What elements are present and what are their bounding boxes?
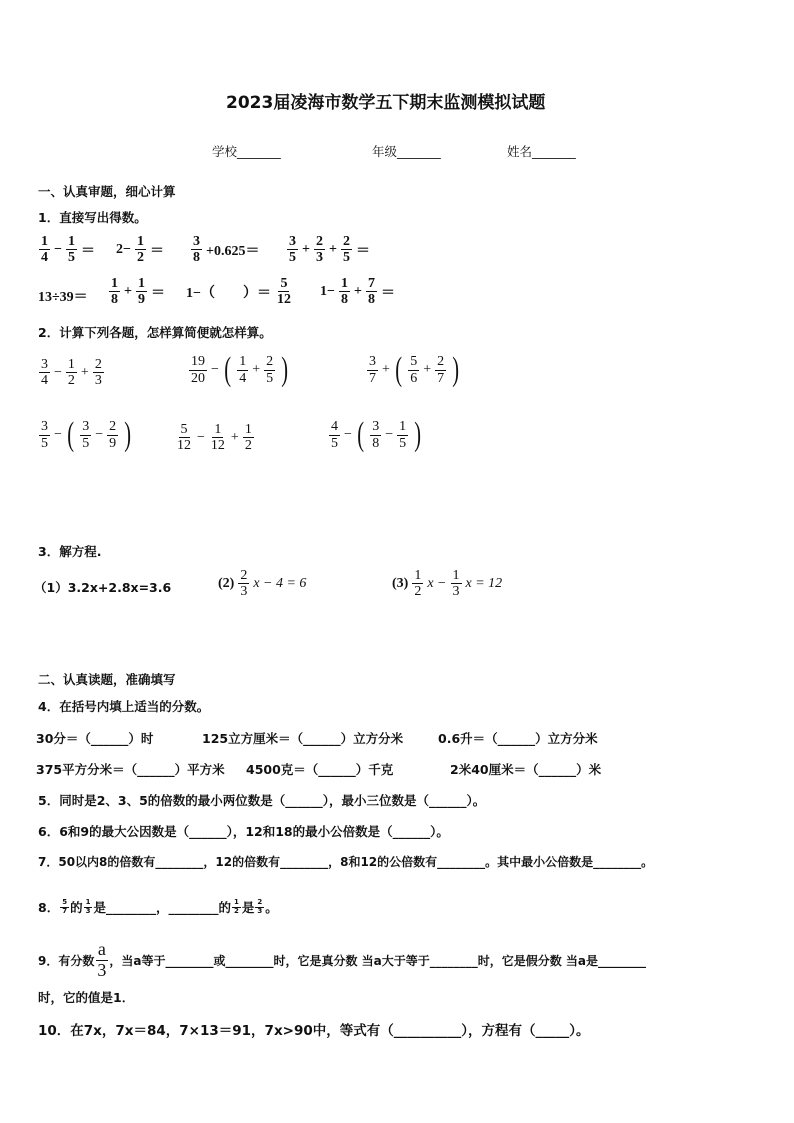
- q5: 5．同时是2、3、5的倍数的最小两位数是（______），最小三位数是（______）。: [38, 793, 486, 808]
- q1-label: 1．直接写出得数。: [38, 210, 147, 225]
- denominator: 3: [240, 584, 248, 600]
- numerator: 19: [191, 354, 205, 370]
- denominator: 8: [340, 292, 348, 308]
- q2-label: 2．计算下列各题，怎样算简便就怎样算。: [38, 325, 272, 340]
- denominator: 3: [94, 373, 102, 389]
- operator: +: [80, 364, 89, 380]
- q4-item-5: 4500克＝（______）千克: [246, 762, 394, 777]
- q2-expr-6: [328, 418, 423, 452]
- operator: −: [54, 364, 62, 380]
- q9-text: ，当a等于________或________时，它是真分数 当a大于等于________时，它是假分数 当a是________: [109, 953, 647, 968]
- denominator: 7: [62, 906, 68, 915]
- q8: [38, 898, 278, 916]
- numerator: 1: [67, 357, 75, 372]
- q8-text: 的: [70, 900, 83, 915]
- numerator: 2: [266, 354, 274, 370]
- prefix: 1−: [320, 283, 335, 299]
- denominator: 4: [41, 373, 48, 389]
- denominator: 5: [289, 250, 296, 266]
- operator: +: [124, 283, 132, 299]
- expr-text: 13÷39＝: [38, 290, 88, 305]
- denominator: 8: [111, 292, 118, 308]
- equals: ＝: [355, 243, 370, 259]
- numerator: 1: [214, 422, 222, 437]
- q3-eq-2: [218, 568, 306, 600]
- right-paren: ): [124, 416, 132, 453]
- q4-label: 4．在括号内填上适当的分数。: [38, 699, 210, 714]
- numerator: 1: [233, 897, 239, 906]
- q4-item-6: 2米40厘米＝（______）米: [450, 762, 602, 777]
- name-field: 姓名_______: [507, 144, 576, 159]
- numerator: 2: [109, 419, 117, 435]
- denominator: 2: [67, 373, 75, 389]
- numerator: 5: [62, 897, 68, 906]
- q2-expr-2: [188, 353, 290, 387]
- numerator: 3: [82, 419, 90, 435]
- denominator: 5: [41, 435, 48, 451]
- numerator: 1: [452, 568, 460, 583]
- operator: −: [344, 427, 352, 442]
- eq-mid: x −: [427, 575, 447, 591]
- denominator: 3: [97, 959, 107, 980]
- q4-item-1: 30分＝（______）时: [36, 731, 154, 746]
- q10: 10．在7x，7x＝84，7×13＝91，7x>90中，等式有（__________），方程有（_____）。: [38, 1023, 590, 1039]
- right-paren: ): [452, 351, 460, 388]
- q2-expr-3: [366, 353, 461, 387]
- denominator: 8: [372, 435, 380, 451]
- numerator: 3: [41, 357, 48, 372]
- denominator: 3: [315, 250, 323, 266]
- numerator: 2: [342, 234, 350, 249]
- prefix: 1−（ ）＝: [186, 285, 271, 301]
- denominator: 3: [452, 584, 460, 600]
- numerator: 7: [367, 276, 375, 291]
- section1-heading: 一、认真审题，细心计算: [38, 184, 176, 199]
- denominator: 5: [399, 435, 407, 451]
- numerator: 1: [239, 354, 247, 370]
- eq-rest: x − 4 = 6: [253, 575, 307, 591]
- numerator: 2: [315, 234, 323, 249]
- q1-expr-4: [286, 234, 370, 266]
- denominator: 4: [41, 250, 48, 266]
- denominator: 2: [244, 438, 252, 454]
- left-paren: (: [357, 416, 364, 453]
- equals: ＝: [150, 285, 165, 301]
- numerator: 1: [244, 422, 252, 437]
- denominator: 7: [437, 370, 445, 386]
- denominator: 9: [109, 435, 117, 451]
- denominator: 5: [67, 250, 75, 266]
- operator: −: [54, 241, 62, 257]
- q1-expr-5: [38, 286, 88, 306]
- numerator: 1: [399, 419, 407, 435]
- operator: −: [211, 362, 219, 377]
- eq-number: (2): [218, 575, 235, 591]
- q8-text: 是________，________的: [93, 900, 231, 915]
- numerator: 5: [280, 276, 288, 291]
- q9-prefix: 9．有分数: [38, 953, 95, 968]
- numerator: 4: [331, 419, 338, 435]
- q1-expr-1: [38, 234, 95, 266]
- operator: +: [302, 241, 310, 257]
- numerator: 5: [410, 354, 418, 370]
- numerator: 3: [369, 354, 376, 370]
- denominator: 3: [257, 906, 263, 915]
- left-paren: (: [67, 416, 74, 453]
- numerator: 1: [67, 234, 75, 249]
- denominator: 5: [82, 435, 90, 451]
- left-paren: (: [395, 351, 402, 388]
- denominator: 2: [414, 584, 422, 600]
- q4-item-4: 375平方分米＝（______）平方米: [36, 762, 225, 777]
- right-paren: ): [281, 351, 289, 388]
- denominator: 7: [369, 370, 376, 386]
- q2-expr-5: [174, 422, 255, 454]
- numerator: 1: [111, 276, 118, 291]
- q1-expr-2: [116, 234, 164, 266]
- eq-number: (3): [392, 575, 409, 591]
- numerator: 2: [240, 568, 248, 583]
- equals: ＝: [80, 243, 95, 259]
- numerator: 3: [289, 234, 296, 249]
- numerator: 3: [193, 234, 200, 249]
- denominator: 12: [177, 438, 191, 454]
- operator: +: [252, 362, 261, 377]
- denominator: 12: [276, 292, 291, 308]
- numerator: 1: [136, 234, 144, 249]
- denominator: 2: [136, 250, 144, 266]
- numerator: 1: [137, 276, 145, 291]
- denominator: 3: [85, 906, 91, 915]
- grade-field: 年级_______: [372, 144, 441, 159]
- q3-eq-1: （1）3.2x+2.8x=3.6: [34, 580, 172, 595]
- equals: ＝: [149, 243, 164, 259]
- operator: +: [423, 362, 432, 377]
- right-paren: ): [414, 416, 422, 453]
- q2-expr-1: [38, 357, 105, 389]
- q1-expr-8: [320, 276, 395, 308]
- numerator: 2: [257, 897, 263, 906]
- q7: 7．50以内8的倍数有________，12的倍数有________，8和12的公倍数有________。其中最小公倍数是________。: [38, 855, 654, 869]
- denominator: 8: [367, 292, 375, 308]
- denominator: 12: [210, 438, 225, 454]
- numerator: 1: [340, 276, 348, 291]
- q9-line-2: 时，它的值是1．: [38, 990, 135, 1005]
- operator: +: [328, 241, 337, 257]
- q9-line-1: [38, 940, 646, 981]
- operator: +: [353, 283, 362, 299]
- q4-item-2: 125立方厘米＝（______）立方分米: [202, 731, 404, 746]
- denominator: 20: [191, 370, 205, 386]
- page-title: 2023届凌海市数学五下期末监测模拟试题: [226, 93, 546, 113]
- q3-eq-3: [392, 568, 502, 600]
- numerator: 3: [372, 419, 380, 435]
- denominator: 4: [239, 370, 247, 386]
- numerator: 1: [41, 234, 48, 249]
- numerator: a: [97, 939, 106, 959]
- left-paren: (: [224, 351, 231, 388]
- numerator: 2: [94, 357, 102, 372]
- q8-text: 。: [265, 900, 278, 915]
- operator: −: [95, 427, 104, 442]
- operator: +: [382, 362, 390, 377]
- numerator: 1: [414, 568, 422, 583]
- numerator: 1: [85, 897, 91, 906]
- q2-expr-4: [38, 418, 133, 452]
- operator: −: [385, 427, 394, 442]
- numerator: 3: [41, 419, 48, 435]
- denominator: 5: [266, 370, 274, 386]
- q1-expr-3: [190, 234, 259, 266]
- denominator: 6: [410, 370, 418, 386]
- q1-expr-6: [108, 276, 165, 308]
- denominator: 9: [137, 292, 145, 308]
- suffix: +0.625＝: [206, 243, 260, 259]
- prefix: 2−: [116, 241, 131, 257]
- denominator: 5: [331, 435, 338, 451]
- school-field: 学校_______: [212, 144, 281, 159]
- denominator: 5: [342, 250, 350, 266]
- q1-expr-7: [186, 276, 294, 308]
- denominator: 8: [193, 250, 200, 266]
- operator: +: [230, 429, 239, 445]
- denominator: 2: [233, 906, 239, 915]
- numerator: 2: [437, 354, 445, 370]
- numerator: 5: [180, 422, 188, 437]
- q4-item-3: 0.6升＝（______）立方分米: [438, 731, 598, 746]
- q8-prefix: 8．: [38, 900, 60, 915]
- eq-rest: x = 12: [465, 575, 503, 591]
- operator: −: [54, 427, 62, 442]
- q3-label: 3．解方程.: [38, 544, 102, 559]
- operator: −: [197, 429, 205, 445]
- section2-heading: 二、认真读题，准确填写: [38, 672, 176, 687]
- equals: ＝: [380, 285, 395, 301]
- q8-text: 是: [241, 900, 255, 915]
- q6: 6．6和9的最大公因数是（______），12和18的最小公倍数是（______）。: [38, 824, 449, 839]
